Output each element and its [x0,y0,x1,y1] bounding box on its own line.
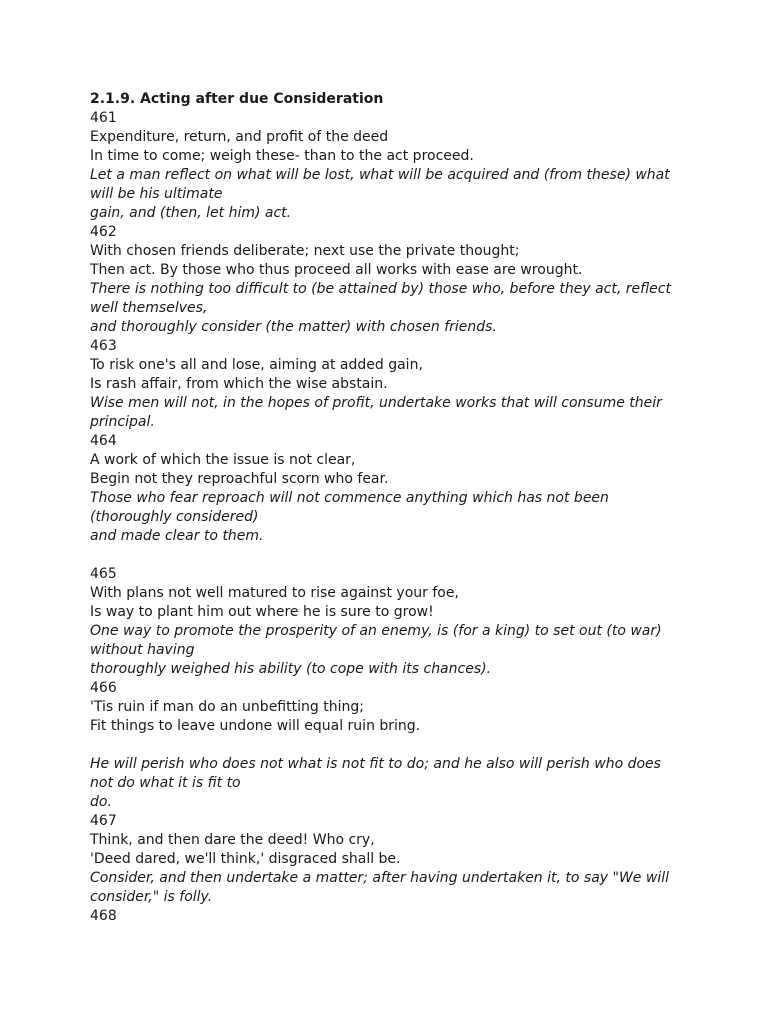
translation-line: One way to promote the prosperity of an enemy, is (for a king) to set out (to war) without having [90,623,667,658]
couplet-line: To risk one's all and lose, aiming at added gain, [90,357,423,373]
couplet-line: Is rash affair, from which the wise abstain. [90,376,388,392]
paragraph-gap [90,546,680,565]
verse-461 [90,109,680,223]
couplet-line: In time to come; weigh these- than to the act proceed. [90,148,474,164]
verse-number: 464 [90,433,117,449]
couplet-line: A work of which the issue is not clear, [90,452,356,468]
verse-number: 462 [90,224,117,240]
couplet-line: 'Tis ruin if man do an unbefitting thing; [90,699,364,715]
translation-line: and made clear to them. [90,528,264,544]
translation-line: thoroughly weighed his ability (to cope with its chances). [90,661,492,677]
translation-line: Let a man reflect on what will be lost, what will be acquired and (from these) what will be his ultimate [90,167,675,202]
couplet-line: 'Deed dared, we'll think,' disgraced shall be. [90,851,401,867]
verse-467 [90,812,680,907]
couplet-line: Fit things to leave undone will equal ruin bring. [90,718,421,734]
couplet-line: Then act. By those who thus proceed all works with ease are wrought. [90,262,583,278]
verse-number: 467 [90,813,117,829]
verse-number: 463 [90,338,117,354]
document-page [90,90,680,926]
translation-line: Wise men will not, in the hopes of profit, undertake works that will consume their principal. [90,395,667,430]
verse-466 [90,679,680,812]
verse-number: 466 [90,680,117,696]
translation-line: Consider, and then undertake a matter; after having undertaken it, to say "We will consider," is folly. [90,870,674,905]
couplet-line: With chosen friends deliberate; next use the private thought; [90,243,520,259]
translation-line: There is nothing too difficult to (be attained by) those who, before they act, reflect well themselves, [90,281,676,316]
verse-465 [90,565,680,679]
couplet-line: With plans not well matured to rise against your foe, [90,585,459,601]
verse-462 [90,223,680,337]
verse-number: 461 [90,110,117,126]
paragraph-gap [90,736,680,755]
couplet-line: Expenditure, return, and profit of the deed [90,129,389,145]
verse-number: 465 [90,566,117,582]
couplet-line: Think, and then dare the deed! Who cry, [90,832,375,848]
section-heading: 2.1.9. Acting after due Consideration [90,91,384,107]
translation-line: do. [90,794,112,810]
couplet-line: Begin not they reproachful scorn who fear. [90,471,389,487]
verse-468 [90,907,680,926]
translation-line: gain, and (then, let him) act. [90,205,292,221]
couplet-line: Is way to plant him out where he is sure to grow! [90,604,434,620]
verse-464 [90,432,680,546]
translation-line: He will perish who does not what is not fit to do; and he also will perish who does not do what it is fit to [90,756,666,791]
verse-463 [90,337,680,432]
translation-line: Those who fear reproach will not commence anything which has not been (thoroughly considered) [90,490,614,525]
translation-line: and thoroughly consider (the matter) with chosen friends. [90,319,497,335]
verse-number: 468 [90,908,117,924]
